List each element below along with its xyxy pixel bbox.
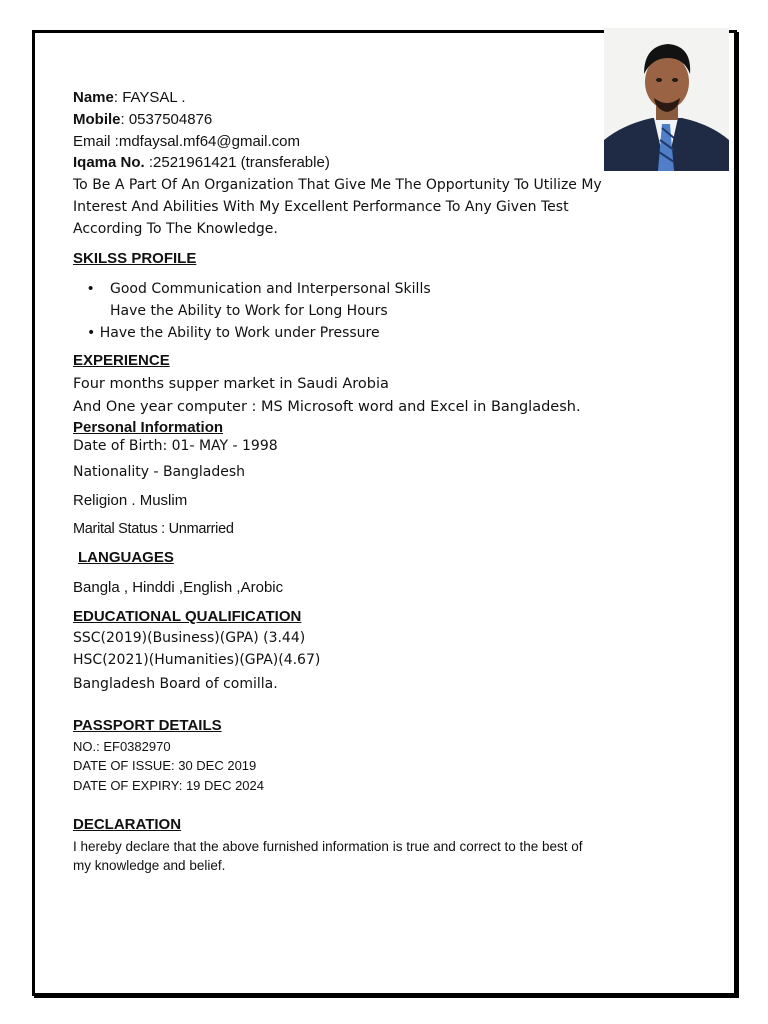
education-line: SSC(2019)(Business)(GPA) (3.44) [73, 630, 306, 646]
name-label: Name [73, 89, 114, 106]
marital-line: Marital Status : Unmarried [73, 521, 234, 537]
passport-issue-date: DATE OF ISSUE: 30 DEC 2019 [73, 758, 257, 773]
mobile-label: Mobile [73, 111, 121, 128]
passport-number: NO.: EF0382970 [73, 739, 171, 754]
profile-photo [604, 28, 729, 171]
religion-line: Religion . Muslim [73, 492, 188, 509]
passport-expiry-date: DATE OF EXPIRY: 19 DEC 2024 [73, 778, 264, 793]
name-value: : FAYSAL . [113, 89, 186, 106]
declaration-heading: DECLARATION [73, 816, 182, 833]
passport-heading: PASSPORT DETAILS [73, 717, 222, 734]
personal-heading: Personal Information [73, 419, 224, 436]
education-heading: EDUCATIONAL QUALIFICATION [73, 608, 302, 625]
nationality-line: Nationality - Bangladesh [73, 464, 246, 480]
mobile-value: : 0537504876 [120, 111, 213, 128]
declaration-line: my knowledge and belief. [73, 858, 226, 873]
objective-line: Interest And Abilities With My Excellent Performance To Any Given Test [73, 199, 569, 215]
name-line [73, 90, 186, 105]
bullet-icon: • [88, 280, 94, 297]
skills-heading: SKILSS PROFILE [73, 250, 197, 267]
skill-item: Good Communication and Interpersonal Skills [110, 281, 431, 297]
skill-item: Have the Ability to Work for Long Hours [110, 303, 388, 319]
iqama-label: Iqama No. [73, 154, 145, 171]
experience-heading: EXPERIENCE [73, 352, 170, 369]
languages-line: Bangla , Hinddi ,English ,Arobic [73, 579, 284, 596]
iqama-line [73, 155, 330, 170]
mobile-line [73, 112, 212, 127]
education-line: HSC(2021)(Humanities)(GPA)(4.67) [73, 652, 321, 668]
iqama-value: :2521961421 (transferable) [144, 154, 330, 171]
education-line: Bangladesh Board of comilla. [73, 676, 278, 692]
email-line: Email :mdfaysal.mf64@gmail.com [73, 133, 300, 150]
languages-heading: LANGUAGES [78, 549, 174, 566]
skill-item: • Have the Ability to Work under Pressure [87, 325, 380, 341]
declaration-line: I hereby declare that the above furnished information is true and correct to the best of [73, 839, 583, 854]
dob-line: Date of Birth: 01- MAY - 1998 [73, 438, 278, 454]
objective-line: According To The Knowledge. [73, 221, 278, 237]
experience-line: Four months supper market in Saudi Arobia [73, 376, 389, 392]
experience-line: And One year computer : MS Microsoft word and Excel in Bangladesh. [73, 399, 581, 415]
objective-line: To Be A Part Of An Organization That Give Me The Opportunity To Utilize My [73, 177, 602, 193]
